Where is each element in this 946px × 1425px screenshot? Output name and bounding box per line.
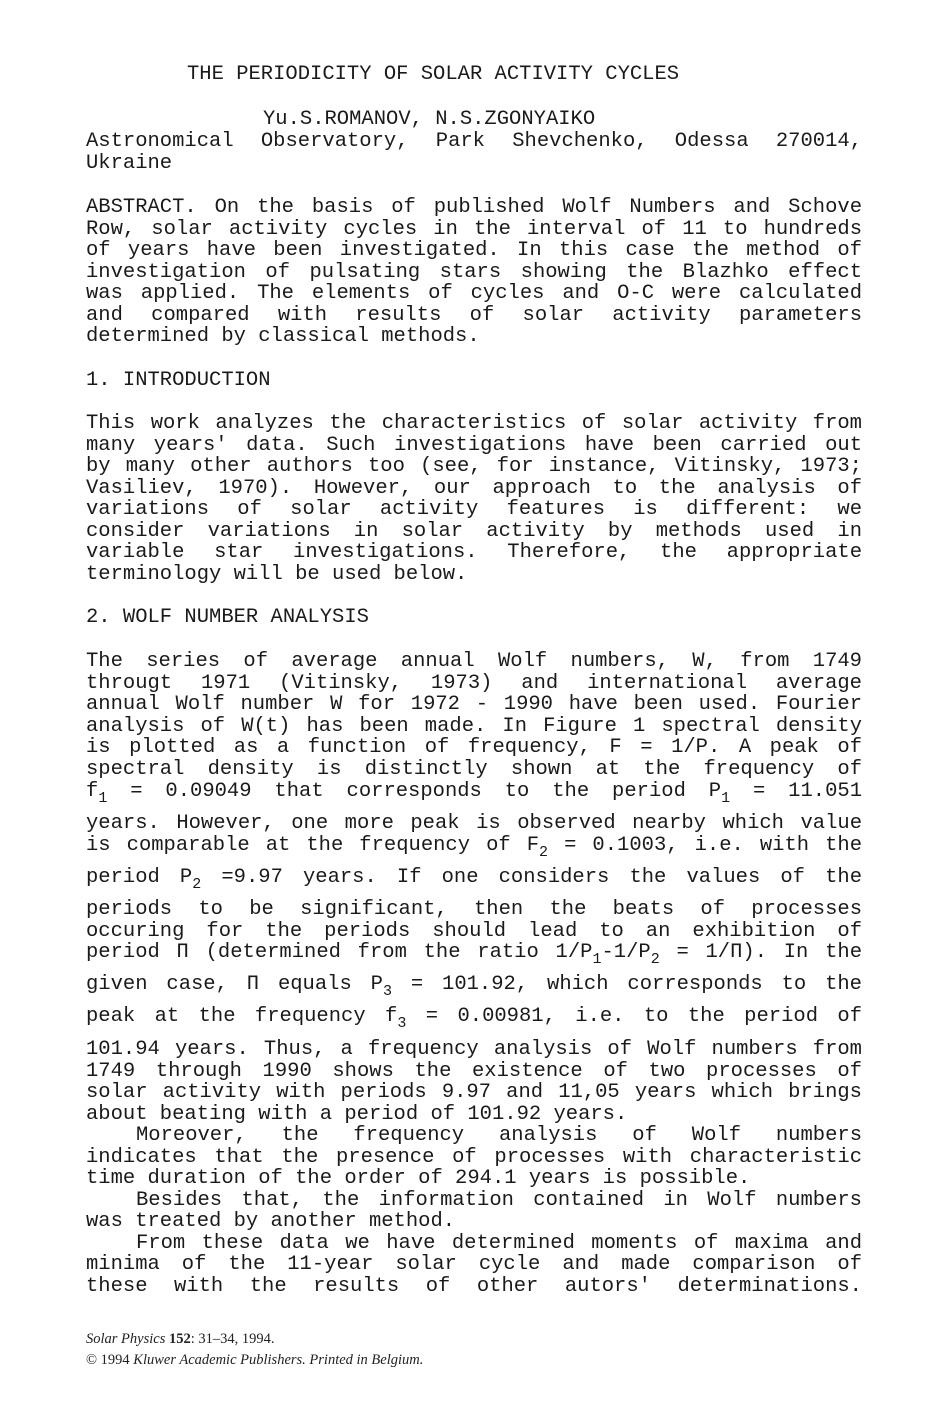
body-line: is plotted as a function of frequency, F = 1/P. A peak of: [86, 736, 862, 759]
body-line: The series of average annual Wolf numbers, W, from 1749: [86, 650, 862, 673]
wolf-analysis-body-c: [86, 898, 863, 968]
body-line: about beating with a period of 101.92 years.: [86, 1102, 628, 1126]
section-heading-introduction: 1. INTRODUCTION: [86, 369, 271, 392]
abstract-line: investigation of pulsating stars showing the Blazhko effect: [86, 260, 862, 284]
equation-line-p2: period $P_2 =9.97$ years. If one considers the values of the: [86, 866, 863, 893]
body-line: occuring for the periods should lead to an exhibition of: [86, 919, 862, 943]
body-line: time duration of the order of 294.1 years is possible.: [86, 1167, 751, 1190]
paper-authors: Yu.S.ROMANOV, N.S.ZGONYAIKO: [263, 108, 596, 131]
body-line: analysis of W(t) has been made. In Figure 1 spectral density: [86, 714, 862, 738]
body-line: spectral density is distinctly shown at the frequency of: [86, 757, 862, 781]
body-line: variations of solar activity features is different: we: [86, 498, 862, 521]
body-line: indicates that the presence of processes with characteristic: [86, 1145, 862, 1169]
body-line: througt 1971 (Vitinsky, 1973) and international average: [86, 671, 862, 695]
body-line: years. However, one more peak is observed nearby which value: [86, 812, 862, 835]
body-line: This work analyzes the characteristics of solar activity from: [86, 412, 862, 435]
equation-line-f1: $f_1 = 0.09049$ that corresponds to the period $P_1 = 11.051$: [86, 780, 862, 807]
body-line: variable star investigations. Therefore, the appropriate: [86, 541, 862, 564]
abstract-line: and compared with results of solar activity parameters: [86, 303, 862, 327]
equation-line-f3: peak at the frequency $f_3 = 0.00981$, i.e. to the period of: [86, 1005, 863, 1032]
wolf-analysis-body-d: [86, 1039, 862, 1297]
affiliation-line-2: Ukraine: [86, 152, 173, 175]
journal-citation: Solar Physics 152: 31–34, 1994.: [86, 1331, 275, 1347]
equation-line-f2: is comparable at the frequency of $F_2 = 0.1003$, i.e. with the: [86, 833, 863, 861]
body-line: consider variations in solar activity by methods used in: [86, 519, 862, 543]
body-line: annual Wolf number W for 1972 - 1990 have been used. Fourier: [86, 693, 862, 716]
abstract-line: of years have been investigated. In this case the method of: [86, 239, 862, 262]
body-line: many years' data. Such investigations have been carried out: [86, 433, 862, 457]
abstract-line: was applied. The elements of cycles and O-C were calculated: [86, 282, 862, 305]
body-line: Moreover, the frequency analysis of Wolf numbers: [136, 1124, 862, 1147]
section-heading-wolf-number-analysis: 2. WOLF NUMBER ANALYSIS: [86, 606, 369, 629]
copyright-line: © 1994 Kluwer Academic Publishers. Printed in Belgium.: [86, 1352, 424, 1368]
abstract-line: Row, solar activity cycles in the interval of 11 to hundreds: [86, 217, 862, 241]
body-line: 101.94 years. Thus, a frequency analysis of Wolf numbers from: [86, 1038, 862, 1061]
wolf-analysis-body-b: [86, 812, 863, 861]
wolf-analysis-body-a: [86, 651, 862, 780]
abstract: [86, 197, 862, 348]
abstract-line: ABSTRACT. On the basis of published Wolf Numbers and Schove: [86, 196, 862, 219]
equation-line-pi: period Π (determined from the ratio $1/P_1-1/P_2 = 1/\Pi$). In the: [86, 941, 863, 968]
body-line: terminology will be used below.: [86, 562, 468, 586]
publication-footer: [86, 1329, 423, 1371]
affiliation-line-1: Astronomical Observatory, Park Shevchenko, Odessa 270014,: [86, 130, 862, 153]
body-line: these with the results of other autors' determinations.: [86, 1274, 862, 1298]
body-line: 1749 through 1990 shows the existence of two processes of: [86, 1059, 862, 1083]
equation-line-p3: given case, Π equals $P_3 = 101.92$, which corresponds to the: [86, 973, 862, 1000]
abstract-line: determined by classical methods.: [86, 325, 480, 348]
body-line: by many other authors too (see, for instance, Vitinsky, 1973;: [86, 455, 862, 478]
paper-title: THE PERIODICITY OF SOLAR ACTIVITY CYCLES: [187, 63, 680, 86]
body-line: periods to be significant, then the beats of processes: [86, 898, 862, 921]
body-line: From these data we have determined moments of maxima and: [136, 1231, 862, 1255]
body-line: minima of the 11-year solar cycle and made comparison of: [86, 1253, 862, 1276]
introduction-body: [86, 413, 862, 585]
body-line: solar activity with periods 9.97 and 11,05 years which brings: [86, 1081, 862, 1104]
body-line: was treated by another method.: [86, 1210, 456, 1233]
body-line: Vasiliev, 1970). However, our approach to the analysis of: [86, 476, 862, 500]
body-line: Besides that, the information contained in Wolf numbers: [136, 1188, 862, 1212]
